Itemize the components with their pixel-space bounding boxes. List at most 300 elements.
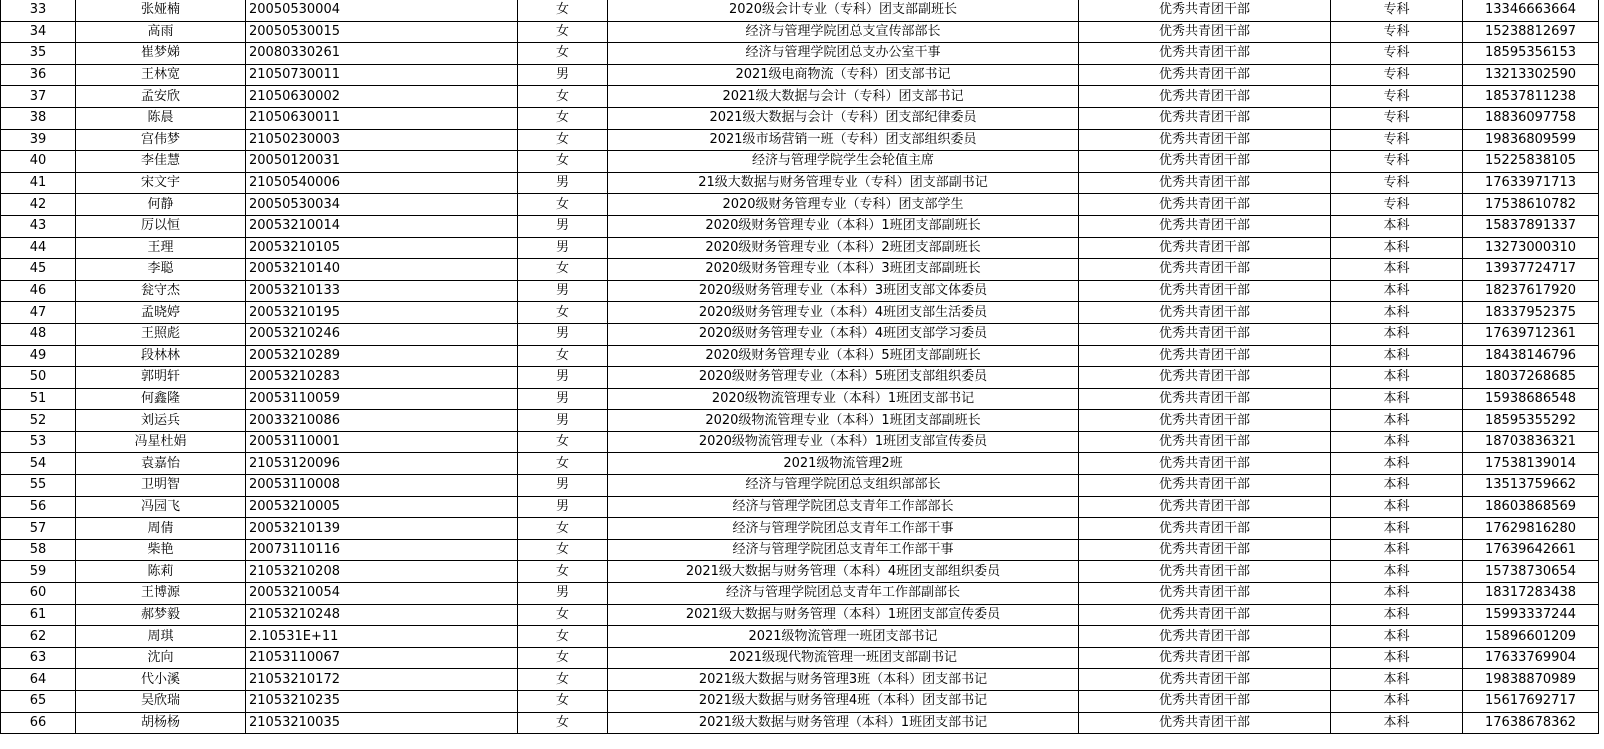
cell-phone[interactable]: 19836809599 [1463,129,1599,151]
cell-gender[interactable]: 女 [518,518,608,540]
cell-student-id[interactable]: 21053210248 [246,604,518,626]
cell-number[interactable]: 39 [1,129,76,151]
cell-position[interactable]: 经济与管理学院团总支宣传部部长 [608,21,1079,43]
cell-level[interactable]: 本科 [1331,496,1463,518]
cell-number[interactable]: 61 [1,604,76,626]
table-row [1,518,1599,540]
cell-student-id[interactable]: 20050530004 [246,0,518,21]
table-row [1,280,1599,302]
cell-number[interactable]: 37 [1,86,76,108]
cell-student-id[interactable]: 20053210289 [246,345,518,367]
cell-number[interactable]: 60 [1,583,76,605]
cell-number[interactable]: 43 [1,215,76,237]
cell-award[interactable]: 优秀共青团干部 [1079,518,1331,540]
table-row [1,21,1599,43]
cell-position[interactable]: 2021级物流管理一班团支部书记 [608,626,1079,648]
cell-level[interactable]: 本科 [1331,302,1463,324]
cell-award[interactable]: 优秀共青团干部 [1079,215,1331,237]
cell-phone[interactable]: 18037268685 [1463,367,1599,389]
table-row [1,345,1599,367]
cell-award[interactable]: 优秀共青团干部 [1079,194,1331,216]
cell-name[interactable]: 宋文宇 [76,172,246,194]
cell-student-id[interactable]: 20050120031 [246,151,518,173]
cell-level[interactable]: 本科 [1331,712,1463,734]
cell-phone[interactable]: 19838870989 [1463,669,1599,691]
cell-gender[interactable]: 男 [518,388,608,410]
cell-position[interactable]: 2021级现代物流管理一班团支部副书记 [608,647,1079,669]
cell-number[interactable]: 55 [1,475,76,497]
cell-phone[interactable]: 18595356153 [1463,43,1599,65]
cell-level[interactable]: 本科 [1331,280,1463,302]
cell-level[interactable]: 专科 [1331,107,1463,129]
table-row [1,367,1599,389]
cell-number[interactable]: 48 [1,323,76,345]
table-row [1,302,1599,324]
cell-level[interactable]: 专科 [1331,151,1463,173]
cell-name[interactable]: 厉以恒 [76,215,246,237]
cell-award[interactable]: 优秀共青团干部 [1079,626,1331,648]
cell-name[interactable]: 柴艳 [76,539,246,561]
cell-phone[interactable]: 13346663664 [1463,0,1599,21]
cell-level[interactable]: 本科 [1331,604,1463,626]
table-row [1,151,1599,173]
cell-student-id[interactable]: 20053210054 [246,583,518,605]
cell-name[interactable]: 张娅楠 [76,0,246,21]
cell-phone[interactable]: 18237617920 [1463,280,1599,302]
cell-name[interactable]: 王林宽 [76,64,246,86]
cell-award[interactable]: 优秀共青团干部 [1079,561,1331,583]
cell-student-id[interactable]: 21050630011 [246,107,518,129]
cell-level[interactable]: 本科 [1331,237,1463,259]
cell-name[interactable]: 高雨 [76,21,246,43]
cell-award[interactable]: 优秀共青团干部 [1079,302,1331,324]
cell-number[interactable]: 53 [1,431,76,453]
cell-name[interactable]: 崔梦娣 [76,43,246,65]
cell-award[interactable]: 优秀共青团干部 [1079,151,1331,173]
table-row [1,43,1599,65]
cell-gender[interactable]: 女 [518,43,608,65]
cell-student-id[interactable]: 21053110067 [246,647,518,669]
cell-number[interactable]: 63 [1,647,76,669]
cell-phone[interactable]: 18595355292 [1463,410,1599,432]
table-row [1,431,1599,453]
cell-position[interactable]: 2021级大数据与会计（专科）团支部纪律委员 [608,107,1079,129]
cell-student-id[interactable]: 20053210014 [246,215,518,237]
cell-student-id[interactable]: 20053210139 [246,518,518,540]
cell-number[interactable]: 36 [1,64,76,86]
cell-award[interactable]: 优秀共青团干部 [1079,21,1331,43]
cell-gender[interactable]: 女 [518,107,608,129]
cell-gender[interactable]: 女 [518,539,608,561]
cell-gender[interactable]: 男 [518,496,608,518]
cell-award[interactable]: 优秀共青团干部 [1079,237,1331,259]
cell-level[interactable]: 本科 [1331,539,1463,561]
cell-name[interactable]: 袁嘉怡 [76,453,246,475]
table-row [1,86,1599,108]
cell-level[interactable]: 专科 [1331,86,1463,108]
cell-gender[interactable]: 女 [518,129,608,151]
cell-award[interactable]: 优秀共青团干部 [1079,431,1331,453]
cell-position[interactable]: 2020级财务管理专业（本科）3班团支部文体委员 [608,280,1079,302]
cell-phone[interactable]: 18703836321 [1463,431,1599,453]
cell-gender[interactable]: 女 [518,669,608,691]
cell-phone[interactable]: 15938686548 [1463,388,1599,410]
cell-position[interactable]: 2020级财务管理专业（本科）2班团支部副班长 [608,237,1079,259]
cell-number[interactable]: 57 [1,518,76,540]
table-row [1,669,1599,691]
cell-award[interactable]: 优秀共青团干部 [1079,539,1331,561]
cell-level[interactable]: 专科 [1331,43,1463,65]
cell-award[interactable]: 优秀共青团干部 [1079,496,1331,518]
cell-gender[interactable]: 女 [518,194,608,216]
cell-level[interactable]: 专科 [1331,172,1463,194]
cell-name[interactable]: 王照彪 [76,323,246,345]
cell-name[interactable]: 段林林 [76,345,246,367]
table-row [1,561,1599,583]
cell-gender[interactable]: 男 [518,215,608,237]
cell-phone[interactable]: 17633971713 [1463,172,1599,194]
table-row [1,410,1599,432]
cell-student-id[interactable]: 21053120096 [246,453,518,475]
cell-level[interactable]: 本科 [1331,323,1463,345]
cell-number[interactable]: 52 [1,410,76,432]
cell-gender[interactable]: 女 [518,0,608,21]
table-row [1,259,1599,281]
cell-number[interactable]: 42 [1,194,76,216]
cell-award[interactable]: 优秀共青团干部 [1079,475,1331,497]
cell-student-id[interactable]: 20053110001 [246,431,518,453]
cell-level[interactable]: 本科 [1331,561,1463,583]
cell-phone[interactable]: 15993337244 [1463,604,1599,626]
cell-name[interactable]: 周琪 [76,626,246,648]
cell-award[interactable]: 优秀共青团干部 [1079,453,1331,475]
cell-award[interactable]: 优秀共青团干部 [1079,259,1331,281]
cell-award[interactable]: 优秀共青团干部 [1079,367,1331,389]
table-row [1,194,1599,216]
cell-level[interactable]: 专科 [1331,194,1463,216]
cell-position[interactable]: 经济与管理学院团总支青年工作部干事 [608,539,1079,561]
cell-position[interactable]: 经济与管理学院团总支组织部部长 [608,475,1079,497]
cell-level[interactable]: 本科 [1331,215,1463,237]
cell-level[interactable]: 本科 [1331,453,1463,475]
cell-position[interactable]: 2020级财务管理专业（本科）1班团支部副班长 [608,215,1079,237]
cell-student-id[interactable]: 21050540006 [246,172,518,194]
cell-gender[interactable]: 男 [518,323,608,345]
cell-level[interactable]: 本科 [1331,626,1463,648]
cell-phone[interactable]: 15837891337 [1463,215,1599,237]
cell-gender[interactable]: 男 [518,64,608,86]
cell-name[interactable]: 沈向 [76,647,246,669]
cell-student-id[interactable]: 20033210086 [246,410,518,432]
cell-level[interactable]: 本科 [1331,647,1463,669]
cell-number[interactable]: 34 [1,21,76,43]
cell-gender[interactable]: 女 [518,259,608,281]
cell-name[interactable]: 周倩 [76,518,246,540]
table-row [1,107,1599,129]
cell-level[interactable]: 本科 [1331,475,1463,497]
cell-number[interactable]: 65 [1,691,76,713]
cell-level[interactable]: 专科 [1331,21,1463,43]
cell-award[interactable]: 优秀共青团干部 [1079,712,1331,734]
table-row [1,604,1599,626]
cell-phone[interactable]: 17538610782 [1463,194,1599,216]
cell-name[interactable]: 卫明智 [76,475,246,497]
cell-position[interactable]: 2020级财务管理专业（本科）4班团支部学习委员 [608,323,1079,345]
cell-gender[interactable]: 男 [518,280,608,302]
cell-level[interactable]: 本科 [1331,431,1463,453]
cell-level[interactable]: 专科 [1331,64,1463,86]
cell-award[interactable]: 优秀共青团干部 [1079,86,1331,108]
cell-award[interactable]: 优秀共青团干部 [1079,583,1331,605]
cell-gender[interactable]: 男 [518,237,608,259]
cell-phone[interactable]: 17639712361 [1463,323,1599,345]
cell-position[interactable]: 2020级财务管理专业（本科）4班团支部生活委员 [608,302,1079,324]
cell-position[interactable]: 2021级物流管理2班 [608,453,1079,475]
cell-student-id[interactable]: 20053210133 [246,280,518,302]
cell-phone[interactable]: 18438146796 [1463,345,1599,367]
cell-award[interactable]: 优秀共青团干部 [1079,129,1331,151]
cell-number[interactable]: 33 [1,0,76,21]
cell-position[interactable]: 2021级大数据与会计（专科）团支部书记 [608,86,1079,108]
cell-number[interactable]: 51 [1,388,76,410]
cell-gender[interactable]: 女 [518,561,608,583]
cell-phone[interactable]: 17538139014 [1463,453,1599,475]
cell-student-id[interactable]: 20053110008 [246,475,518,497]
table-row [1,172,1599,194]
cell-level[interactable]: 本科 [1331,518,1463,540]
cell-gender[interactable]: 男 [518,475,608,497]
cell-number[interactable]: 50 [1,367,76,389]
cell-student-id[interactable]: 20080330261 [246,43,518,65]
cell-position[interactable]: 2021级大数据与财务管理（本科）4班团支部组织委员 [608,561,1079,583]
cell-name[interactable]: 郝梦毅 [76,604,246,626]
cell-student-id[interactable]: 21050230003 [246,129,518,151]
cell-name[interactable]: 王理 [76,237,246,259]
cell-gender[interactable]: 女 [518,691,608,713]
cell-name[interactable]: 吴欣瑞 [76,691,246,713]
cell-name[interactable]: 代小溪 [76,669,246,691]
cell-gender[interactable]: 男 [518,583,608,605]
cell-level[interactable]: 本科 [1331,345,1463,367]
cell-position[interactable]: 经济与管理学院团总支青年工作部部长 [608,496,1079,518]
cell-award[interactable]: 优秀共青团干部 [1079,280,1331,302]
cell-position[interactable]: 2020级会计专业（专科）团支部副班长 [608,0,1079,21]
cell-level[interactable]: 本科 [1331,367,1463,389]
cell-position[interactable]: 21级大数据与财务管理专业（专科）团支部副书记 [608,172,1079,194]
cell-student-id[interactable]: 21050630002 [246,86,518,108]
cell-student-id[interactable]: 20050530015 [246,21,518,43]
cell-award[interactable]: 优秀共青团干部 [1079,604,1331,626]
cell-position[interactable]: 2021级电商物流（专科）团支部书记 [608,64,1079,86]
cell-gender[interactable]: 女 [518,302,608,324]
cell-name[interactable]: 瓮守杰 [76,280,246,302]
cell-position[interactable]: 2020级物流管理专业（本科）1班团支部书记 [608,388,1079,410]
table-row [1,475,1599,497]
cell-award[interactable]: 优秀共青团干部 [1079,669,1331,691]
cell-student-id[interactable]: 20053210105 [246,237,518,259]
cell-number[interactable]: 47 [1,302,76,324]
cell-award[interactable]: 优秀共青团干部 [1079,107,1331,129]
cell-gender[interactable]: 女 [518,604,608,626]
cell-award[interactable]: 优秀共青团干部 [1079,345,1331,367]
cell-gender[interactable]: 女 [518,151,608,173]
cell-position[interactable]: 2021级大数据与财务管理（本科）1班团支部宣传委员 [608,604,1079,626]
cell-number[interactable]: 62 [1,626,76,648]
cell-phone[interactable]: 13513759662 [1463,475,1599,497]
cell-name[interactable]: 何静 [76,194,246,216]
cell-phone[interactable]: 18337952375 [1463,302,1599,324]
cell-name[interactable]: 陈晨 [76,107,246,129]
cell-name[interactable]: 刘运兵 [76,410,246,432]
cell-phone[interactable]: 18603868569 [1463,496,1599,518]
cell-award[interactable]: 优秀共青团干部 [1079,691,1331,713]
cell-gender[interactable]: 女 [518,647,608,669]
cell-name[interactable]: 王博源 [76,583,246,605]
cell-name[interactable]: 陈莉 [76,561,246,583]
cell-student-id[interactable]: 20073110116 [246,539,518,561]
cell-number[interactable]: 38 [1,107,76,129]
cell-level[interactable]: 本科 [1331,669,1463,691]
cell-phone[interactable]: 18317283438 [1463,583,1599,605]
cell-level[interactable]: 本科 [1331,259,1463,281]
cell-position[interactable]: 2020级财务管理专业（本科）5班团支部组织委员 [608,367,1079,389]
cell-student-id[interactable]: 21053210172 [246,669,518,691]
cell-gender[interactable]: 女 [518,453,608,475]
cell-position[interactable]: 2021级市场营销一班（专科）团支部组织委员 [608,129,1079,151]
cell-position[interactable]: 2021级大数据与财务管理4班（本科）团支部书记 [608,691,1079,713]
cell-gender[interactable]: 女 [518,431,608,453]
cell-phone[interactable]: 15617692717 [1463,691,1599,713]
cell-student-id[interactable]: 20053210283 [246,367,518,389]
table-row [1,626,1599,648]
cell-gender[interactable]: 女 [518,345,608,367]
cell-level[interactable]: 本科 [1331,691,1463,713]
cell-position[interactable]: 2021级大数据与财务管理（本科）1班团支部书记 [608,712,1079,734]
cell-number[interactable]: 58 [1,539,76,561]
cell-student-id[interactable]: 20053210140 [246,259,518,281]
cell-name[interactable]: 胡杨杨 [76,712,246,734]
cell-phone[interactable]: 18836097758 [1463,107,1599,129]
cell-student-id[interactable]: 20053210195 [246,302,518,324]
cell-level[interactable]: 专科 [1331,129,1463,151]
cell-gender[interactable]: 女 [518,712,608,734]
cell-number[interactable]: 59 [1,561,76,583]
cell-number[interactable]: 45 [1,259,76,281]
cell-position[interactable]: 2020级财务管理专业（本科）3班团支部副班长 [608,259,1079,281]
cell-name[interactable]: 李佳慧 [76,151,246,173]
cell-student-id[interactable]: 20053210246 [246,323,518,345]
cell-phone[interactable]: 13273000310 [1463,237,1599,259]
cell-gender[interactable]: 女 [518,21,608,43]
cell-position[interactable]: 2020级财务管理专业（本科）5班团支部副班长 [608,345,1079,367]
cell-level[interactable]: 专科 [1331,0,1463,21]
cell-level[interactable]: 本科 [1331,410,1463,432]
cell-number[interactable]: 44 [1,237,76,259]
cell-name[interactable]: 孟晓婷 [76,302,246,324]
cell-name[interactable]: 孟安欣 [76,86,246,108]
cell-phone[interactable]: 15225838105 [1463,151,1599,173]
cell-award[interactable]: 优秀共青团干部 [1079,410,1331,432]
cell-gender[interactable]: 男 [518,410,608,432]
cell-number[interactable]: 64 [1,669,76,691]
table-row [1,712,1599,734]
cell-name[interactable]: 何鑫隆 [76,388,246,410]
cell-student-id[interactable]: 21053210235 [246,691,518,713]
cell-position[interactable]: 2020级财务管理专业（专科）团支部学生 [608,194,1079,216]
cell-phone[interactable]: 15738730654 [1463,561,1599,583]
cell-number[interactable]: 41 [1,172,76,194]
table-row [1,496,1599,518]
cell-number[interactable]: 35 [1,43,76,65]
cell-phone[interactable]: 17639642661 [1463,539,1599,561]
cell-award[interactable]: 优秀共青团干部 [1079,647,1331,669]
cell-gender[interactable]: 男 [518,367,608,389]
cell-phone[interactable]: 17638678362 [1463,712,1599,734]
cell-position[interactable]: 2020级物流管理专业（本科）1班团支部宣传委员 [608,431,1079,453]
cell-award[interactable]: 优秀共青团干部 [1079,43,1331,65]
cell-student-id[interactable]: 20053110059 [246,388,518,410]
cell-name[interactable]: 冯园飞 [76,496,246,518]
cell-gender[interactable]: 女 [518,86,608,108]
cell-phone[interactable]: 18537811238 [1463,86,1599,108]
cell-level[interactable]: 本科 [1331,583,1463,605]
cell-number[interactable]: 56 [1,496,76,518]
cell-name[interactable]: 宫伟梦 [76,129,246,151]
cell-student-id[interactable]: 21050730011 [246,64,518,86]
cell-number[interactable]: 54 [1,453,76,475]
cell-gender[interactable]: 男 [518,172,608,194]
cell-number[interactable]: 49 [1,345,76,367]
table-row [1,453,1599,475]
cell-number[interactable]: 66 [1,712,76,734]
cell-student-id[interactable]: 2.10531E+11 [246,626,518,648]
cell-level[interactable]: 本科 [1331,388,1463,410]
cell-gender[interactable]: 女 [518,626,608,648]
cell-award[interactable]: 优秀共青团干部 [1079,64,1331,86]
cell-name[interactable]: 冯星杜娟 [76,431,246,453]
cell-position[interactable]: 经济与管理学院团总支办公室干事 [608,43,1079,65]
cell-phone[interactable]: 13213302590 [1463,64,1599,86]
cell-position[interactable]: 经济与管理学院学生会轮值主席 [608,151,1079,173]
table-row [1,647,1599,669]
cell-award[interactable]: 优秀共青团干部 [1079,0,1331,21]
cell-student-id[interactable]: 20053210005 [246,496,518,518]
cell-name[interactable]: 郭明轩 [76,367,246,389]
cell-student-id[interactable]: 20050530034 [246,194,518,216]
cell-award[interactable]: 优秀共青团干部 [1079,172,1331,194]
cell-phone[interactable]: 17629816280 [1463,518,1599,540]
cell-position[interactable]: 2021级大数据与财务管理3班（本科）团支部书记 [608,669,1079,691]
cell-student-id[interactable]: 21053210035 [246,712,518,734]
cell-position[interactable]: 2020级物流管理专业（本科）1班团支部副班长 [608,410,1079,432]
cell-phone[interactable]: 17633769904 [1463,647,1599,669]
table-row [1,539,1599,561]
cell-number[interactable]: 46 [1,280,76,302]
table-row [1,0,1599,21]
cell-phone[interactable]: 13937724717 [1463,259,1599,281]
cell-phone[interactable]: 15896601209 [1463,626,1599,648]
table-row [1,691,1599,713]
cell-phone[interactable]: 15238812697 [1463,21,1599,43]
cell-name[interactable]: 李聪 [76,259,246,281]
cell-number[interactable]: 40 [1,151,76,173]
cell-position[interactable]: 经济与管理学院团总支青年工作部副部长 [608,583,1079,605]
cell-award[interactable]: 优秀共青团干部 [1079,388,1331,410]
cell-student-id[interactable]: 21053210208 [246,561,518,583]
cell-position[interactable]: 经济与管理学院团总支青年工作部干事 [608,518,1079,540]
cell-award[interactable]: 优秀共青团干部 [1079,323,1331,345]
table-row [1,388,1599,410]
